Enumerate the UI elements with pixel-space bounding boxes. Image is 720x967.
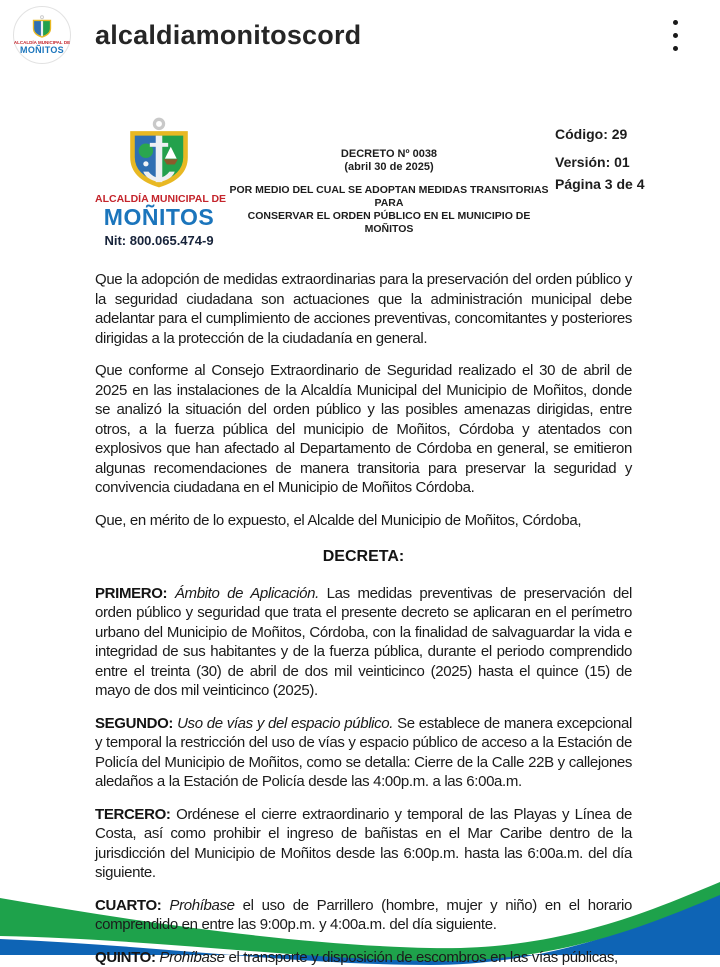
article-text: el uso de Parrillero (hombre, mujer y niño) en el horario comprendido en entre las 9:00p.m. y 4:00a.m. del día siguiente. xyxy=(95,896,632,934)
kebab-menu-icon[interactable] xyxy=(667,14,684,57)
article-intro: Ámbito de Aplicación. xyxy=(174,584,327,602)
avatar[interactable] xyxy=(13,6,71,64)
article-primero xyxy=(95,584,632,701)
article-label: CUARTO: xyxy=(95,896,170,914)
avatar-org-label: ALCALDÍA MUNICIPAL DE xyxy=(13,40,71,45)
decree-title xyxy=(223,118,555,236)
decree-subject-line1: POR MEDIO DEL CUAL SE ADOPTAN MEDIDAS TRANSITORIAS PARA xyxy=(229,184,549,209)
article-intro: Uso de vías y del espacio público. xyxy=(177,714,398,732)
article-label: TERCERO: xyxy=(95,805,177,823)
preamble-paragraph: Que la adopción de medidas extraordinarias para la preservación del orden público y la seguridad ciudadana son actuaciones que la administración municipal debe adelantar para el cumplimiento de acciones preventivas, concomitantes y posteriores dirigidas a la protección de la ciudadanía en general. xyxy=(95,271,632,347)
decreta-heading: DECRETA: xyxy=(322,548,405,566)
document-body xyxy=(95,270,632,967)
meta-codigo: Código: 29 xyxy=(555,126,628,142)
username[interactable]: alcaldiamonitoscord xyxy=(95,19,362,50)
meta-pagina: Página 3 de 4 xyxy=(555,176,645,192)
crest-block xyxy=(95,118,227,249)
article-text: Las medidas preventivas de preservación del orden público y seguridad que trata el presente decreto se aplicaran en el perímetro urbano del Municipio de Moñitos, Córdoba, con la finalidad de salvaguardar la vida e integridad de sus habitantes y de la fuerza pública, durante el periodo comprendido entre el treinta (30) de abril de dos mil veinticinco (2025) hasta el quince (15) de mayo de dos mil veinticinco (2025). xyxy=(95,584,632,700)
article-intro: Prohíbase xyxy=(159,948,229,966)
decree-number: DECRETO Nº 0038 xyxy=(340,148,438,160)
article-intro: Prohíbase xyxy=(169,896,243,914)
crest-icon xyxy=(113,118,205,190)
article-tercero xyxy=(95,805,632,883)
avatar-org-name: MOÑITOS xyxy=(20,45,64,55)
document-meta xyxy=(555,118,700,194)
preamble-paragraph: Que conforme al Consejo Extraordinario de Seguridad realizado el 30 de abril de 2025 en las instalaciones de la Alcaldía Municipal del Municipio de Moñitos, donde se analizó la situación del orden público y las posibles amenazas dirigidas, entre otros, a la fuerza pública del municipio de Moñitos, Córdoba y atentados con explosivos que han afectado al Departamento de Córdoba en general, se emitieron algunas recomendaciones de manera transitoria para preservar la seguridad y convivencia ciudadana en el Municipio de Moñitos Córdoba. xyxy=(95,362,632,497)
crest-org-name: MOÑITOS xyxy=(103,204,215,230)
article-segundo xyxy=(95,714,632,792)
article-cuarto xyxy=(95,896,632,935)
decree-date: (abril 30 de 2025) xyxy=(344,161,434,173)
crest-org-label: ALCALDÍA MUNICIPAL DE xyxy=(95,193,227,205)
avatar-crest-icon xyxy=(31,15,53,39)
article-text: Se establece de manera excepcional y temporal la restricción del uso de vías y espacio público de acceso a la Estación de Policía del Municipio de Moñitos, como se detalla: Cierre de la Calle 22B y callejones aledaños a la Estación de Policía desde las 4:00p.m. a las 6:00a.m. xyxy=(95,714,633,791)
document-header xyxy=(95,118,700,248)
crest-nit: Nit: 800.065.474-9 xyxy=(104,233,214,249)
post-header xyxy=(0,0,720,70)
meta-version: Versión: 01 xyxy=(555,154,630,170)
decree-subject-line2: CONSERVAR EL ORDEN PÚBLICO EN EL MUNICIPIO DE MOÑITOS xyxy=(247,210,531,235)
article-label: SEGUNDO: xyxy=(95,714,178,732)
article-quinto xyxy=(95,948,632,967)
article-text: Ordénese el cierre extraordinario y temporal de las Playas y Línea de Costa, así como prohibir el ingreso de bañistas en el Mar Caribe dentro de la jurisdicción del Municipio de Moñitos desde las 6:00p.m. hasta las 6:00a.m. del día siguiente. xyxy=(95,805,632,882)
article-label: QUINTO: xyxy=(95,948,160,966)
preamble-paragraph: Que, en mérito de lo expuesto, el Alcalde del Municipio de Moñitos, Córdoba, xyxy=(95,511,582,529)
decree-subject xyxy=(223,184,555,236)
article-label: PRIMERO: xyxy=(95,584,175,602)
article-text: el transporte y disposición de escombros en las vías públicas, xyxy=(228,948,618,966)
document-page[interactable] xyxy=(0,70,720,967)
